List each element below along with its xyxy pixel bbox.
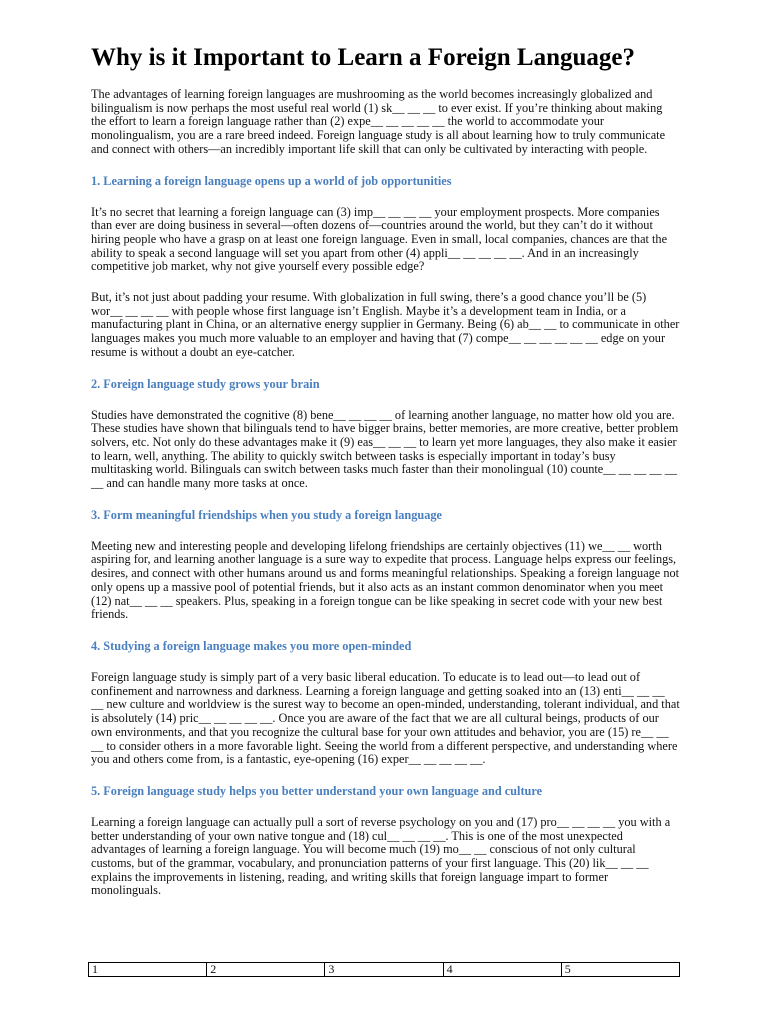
section-3-paragraph-1: Meeting new and interesting people and developing lifelong friendships are certainly objectives (11) we__ __ worth aspiring for, and learning another language is a sure way to expedite that process. Language helps express our feelings, desires, and connect with other humans around us and forms meaningful relationships. Speaking a foreign language not only opens up a massive pool of potential friends, but it also acts as an instant common denominator when you meet (12) nat__ __ __ speakers. Plus, speaking in a foreign tongue can be like speaking in secret code with your new best friends. [91, 538, 680, 622]
section-4-paragraph-1: Foreign language study is simply part of a very basic liberal education. To educate is to lead out—to lead out of confinement and narrowness and darkness. Learning a foreign language and getting soaked into an (13) enti__ __ __ __ new culture and worldview is the surest way to become an open-minded, understanding, tolerant individual, and that is absolutely (14) pric__ __ __ __ __. Once you are aware of the fact that we are all cultural beings, products of our own environments, and that you recognize the cultural base for your own attitudes and behavior, you are (15) re__ __ __ to consider others in a more favorable light. Seeing the world from a different perspective, and understanding where you and others come from, is a fantastic, eye-opening (16) exper__ __ __ __ __. [91, 669, 680, 767]
answer-table [88, 962, 680, 977]
answer-cell-5[interactable]: 5 [561, 963, 679, 977]
section-heading-3: 3. Form meaningful friendships when you study a foreign language [91, 507, 442, 522]
section-2-paragraph-1: Studies have demonstrated the cognitive (8) bene__ __ __ __ of learning another language, no matter how old you are. These studies have shown that bilinguals tend to have bigger brains, better memories, are more creative, better problem solvers, etc. Not only do these advantages make it (9) eas__ __ __ to learn yet more languages, they also make it easier to learn, well, anything. The ability to quickly switch between tasks is especially important in today’s busy multitasking world. Bilinguals can switch between tasks much faster than their monolingual (10) counte__ __ __ __ __ __ and can handle many more tasks at once. [91, 407, 679, 491]
section-heading-5: 5. Foreign language study helps you better understand your own language and culture [91, 783, 543, 798]
section-heading-2: 2. Foreign language study grows your brain [91, 376, 320, 391]
section-1-paragraph-2: But, it’s not just about padding your resume. With globalization in full swing, there’s a good chance you’ll be (5) wor__ __ __ __ with people whose first language isn’t English. Maybe it’s a development team in India, or a manufacturing plant in China, or an alternative energy supplier in Germany. Being (6) ab__ __ to communicate in other languages makes you much more valuable to an employer and having that (7) compe__ __ __ __ __ __ edge on your resume is without a doubt an eye-catcher. [91, 290, 680, 359]
answer-cell-2[interactable]: 2 [207, 963, 325, 977]
section-1-paragraph-1: It’s no secret that learning a foreign language can (3) imp__ __ __ __ your employment prospects. More companies than ever are doing business in several—often dozens of—countries around the world, but they can’t do it without hiring people who have a grasp on at least one foreign language. Even in small, local companies, chances are that the ability to speak a second language will set you apart from other (4) appli__ __ __ __ __. And in an increasingly competitive job market, why not give yourself every possible edge? [91, 204, 668, 274]
intro-paragraph: The advantages of learning foreign languages are mushrooming as the world becomes increasingly globalized and bilingualism is now perhaps the most useful real world (1) sk__ __ __ to ever exist. If you’re thinking about making the effort to learn a foreign language rather than (2) expe__ __ __ __ __ the world to accommodate your monolingualism, you are a rare breed indeed. Foreign language study is all about learning how to truly communicate and connect with others—an incredibly important life skill that can only be cultivated by interacting with people. [91, 87, 666, 156]
answer-cell-4[interactable]: 4 [443, 963, 561, 977]
section-5-paragraph-1: Learning a foreign language can actually pull a sort of reverse psychology on you and (17) pro__ __ __ __ you with a better understanding of your own native tongue and (18) cul__ __ __ __. This is one of the most unexpected advantages of learning a foreign language. You will become much (19) mo__ __ conscious of not only cultural customs, but of the grammar, vocabulary, and pronunciation patterns of your first language. This (20) lik__ __ __ explains the improvements in listening, reading, and writing skills that foreign language impart to former monolinguals. [91, 814, 671, 898]
section-heading-4: 4. Studying a foreign language makes you more open-minded [91, 638, 412, 653]
answer-table-row [89, 963, 680, 977]
section-heading-1: 1. Learning a foreign language opens up a world of job opportunities [91, 173, 452, 188]
answer-cell-3[interactable]: 3 [325, 963, 443, 977]
page-title: Why is it Important to Learn a Foreign Language? [91, 44, 635, 71]
answer-cell-1[interactable]: 1 [89, 963, 207, 977]
